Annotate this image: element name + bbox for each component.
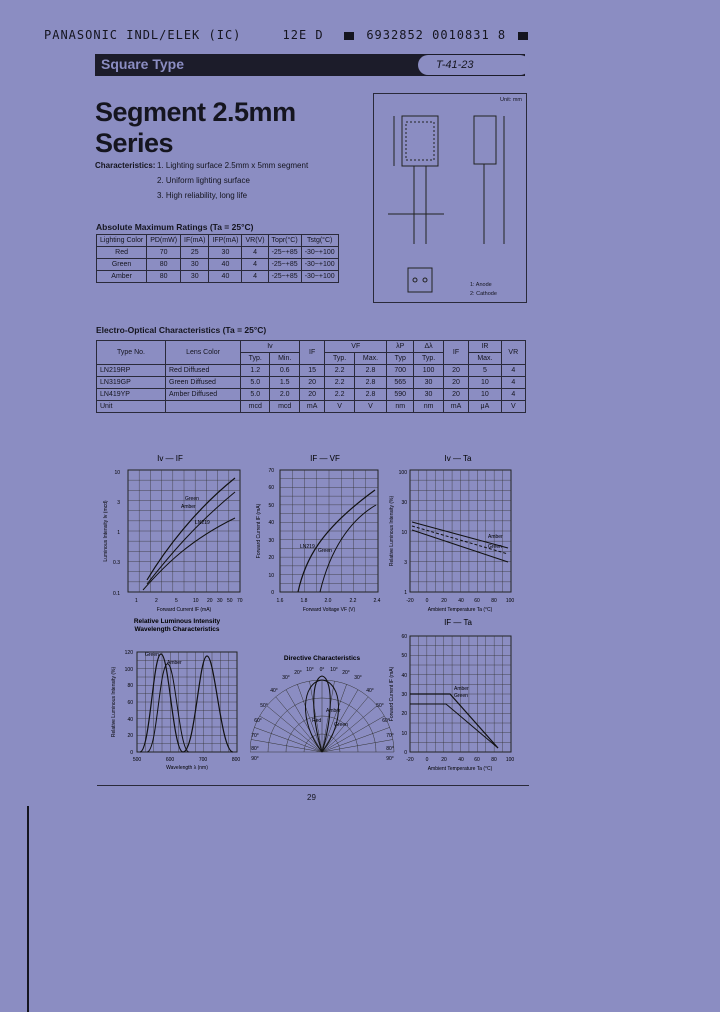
curve-green: [147, 478, 235, 580]
cell: 590: [387, 389, 414, 401]
cell: Unit: [97, 401, 166, 413]
cell: 2.2: [325, 389, 354, 401]
subheader-cell: Min.: [270, 353, 299, 365]
block-mark: [344, 32, 354, 40]
cell: Green Diffused: [166, 377, 241, 389]
y-tick: 10: [114, 470, 120, 476]
header-cell: Lens Color: [166, 341, 241, 365]
bottom-view: [408, 268, 432, 292]
abs-ratings-table: [96, 234, 339, 283]
chart-title: IF — Ta: [444, 618, 472, 627]
cell: V: [354, 401, 386, 413]
y-tick: 3: [117, 500, 120, 506]
series-label: LN219: [195, 520, 210, 526]
cell: -30~+100: [301, 271, 338, 283]
header-cell: VR: [501, 341, 525, 365]
curve-red: [410, 704, 498, 748]
cell: V: [325, 401, 354, 413]
cell: 5.0: [241, 377, 270, 389]
x-tick: 1.6: [276, 598, 284, 604]
y-axis-label: Forward Current IF (mA): [389, 666, 395, 722]
subheader-cell: Max.: [469, 353, 501, 365]
angle-label: 90°: [386, 756, 394, 762]
header-cell: Lighting Color: [97, 235, 147, 247]
x-tick: 80: [491, 757, 497, 763]
cell: 30: [414, 377, 443, 389]
cell: 565: [387, 377, 414, 389]
curve-red: [143, 518, 235, 590]
y-tick: 1: [404, 590, 407, 596]
x-tick: 80: [491, 598, 497, 604]
banner-title: Square Type: [101, 56, 184, 72]
cell: 10: [469, 389, 501, 401]
y-tick: 40: [401, 673, 407, 679]
series-label: Green: [318, 548, 332, 554]
y-tick: 20: [127, 733, 133, 739]
cell: 2.8: [354, 377, 386, 389]
scan-header: [44, 28, 532, 42]
page-number: 29: [307, 793, 316, 802]
curve-amber-green: [410, 694, 498, 748]
cell: mcd: [241, 401, 270, 413]
cell: 4: [501, 377, 525, 389]
chart-spectral: [95, 614, 245, 774]
y-tick: 10: [268, 573, 274, 579]
series-label: Amber: [488, 534, 503, 540]
x-tick: 100: [505, 757, 515, 763]
cell: 4: [242, 271, 268, 283]
chart-title: Directive Characteristics: [283, 655, 361, 662]
x-tick: 20: [441, 757, 447, 763]
angle-label: 90°: [251, 756, 259, 762]
angle-label: 60°: [254, 718, 262, 724]
series-label: Red: [312, 718, 322, 724]
cell: 40: [209, 259, 242, 271]
x-tick: 1.8: [300, 598, 308, 604]
cell: 20: [443, 365, 468, 377]
cell: Amber Diffused: [166, 389, 241, 401]
subheader-cell: Typ.: [325, 353, 354, 365]
cell: 2.0: [270, 389, 299, 401]
cell: 2.2: [325, 365, 354, 377]
x-tick: 0: [425, 757, 429, 763]
header-cell: Iv: [241, 341, 300, 353]
cell: 30: [181, 259, 209, 271]
cell: mcd: [270, 401, 299, 413]
cell: 5.0: [241, 389, 270, 401]
pin-hole: [413, 278, 417, 282]
bottom-rule: [97, 785, 529, 786]
y-tick: 30: [401, 500, 407, 506]
cell: Red Diffused: [166, 365, 241, 377]
y-tick: 30: [268, 538, 274, 544]
cell: 20: [443, 377, 468, 389]
header-cell: IFP(mA): [209, 235, 242, 247]
grid: [137, 652, 237, 752]
cell: Amber: [97, 271, 147, 283]
x-tick: 700: [198, 757, 208, 763]
characteristics-label: Characteristics:: [95, 161, 156, 170]
pin-hole: [423, 278, 427, 282]
header-cell: Topr(°C): [268, 235, 301, 247]
y-tick: 40: [127, 717, 133, 723]
x-tick: 60: [474, 598, 480, 604]
outline-drawing: [373, 93, 527, 303]
curve-red: [183, 656, 233, 752]
chart-iv-ta: [388, 450, 523, 615]
table-row: [97, 259, 339, 271]
table-row: [97, 247, 339, 259]
x-axis-label: Wavelength λ (nm): [166, 765, 208, 771]
cell: 15: [299, 365, 324, 377]
angle-label: 50°: [260, 703, 268, 709]
scan-margin-line: [27, 806, 29, 1012]
cell: V: [501, 401, 525, 413]
header-cell: Type No.: [97, 341, 166, 365]
y-axis-label: Luminous Intensity Iv (mcd): [103, 500, 109, 562]
x-tick: 2: [155, 598, 158, 604]
angle-label: 60°: [382, 718, 390, 724]
cell: [166, 401, 241, 413]
subheader-cell: Max.: [354, 353, 386, 365]
x-tick: 1: [135, 598, 138, 604]
cell: mA: [443, 401, 468, 413]
series-label: Green: [488, 544, 502, 550]
angle-label: 10°: [306, 667, 314, 673]
grid: [410, 470, 511, 592]
y-axis-label: Relative Luminous Intensity (%): [389, 495, 395, 567]
unit-label: Unit: mm: [500, 97, 522, 103]
x-tick: 100: [505, 598, 515, 604]
y-tick: 0: [130, 750, 133, 756]
angle-label: 40°: [270, 688, 278, 694]
angle-label: 40°: [366, 688, 374, 694]
header-cell: IF(mA): [181, 235, 209, 247]
cell: 2.8: [354, 389, 386, 401]
x-tick: 40: [458, 598, 464, 604]
chart-title-line1: Relative Luminous Intensity: [133, 618, 221, 625]
y-tick: 100: [398, 470, 407, 476]
angle-label: 70°: [386, 733, 394, 739]
x-tick: -20: [406, 757, 414, 763]
y-tick: 60: [127, 700, 133, 706]
cell: 20: [299, 377, 324, 389]
characteristic-item: 1. Lighting surface 2.5mm x 5mm segment: [157, 161, 309, 170]
cell: 70: [147, 247, 181, 259]
y-tick: 0.3: [113, 560, 120, 566]
angle-label: 50°: [376, 703, 384, 709]
cell: Red: [97, 247, 147, 259]
lens-outline: [406, 122, 434, 160]
y-tick: 60: [401, 634, 407, 640]
header-cell: VR(V): [242, 235, 268, 247]
x-tick: 70: [237, 598, 243, 604]
y-axis-label: Relative Luminous Intensity (%): [111, 666, 117, 738]
x-axis-label: Forward Current IF (mA): [156, 607, 212, 613]
cell: 700: [387, 365, 414, 377]
header-mid: 12E D: [282, 28, 324, 42]
cell: LN319GP: [97, 377, 166, 389]
x-tick: 800: [231, 757, 241, 763]
table-row: [97, 401, 526, 413]
header-cell: IR: [469, 341, 501, 353]
x-tick: 30: [217, 598, 223, 604]
cell: LN219RP: [97, 365, 166, 377]
y-tick: 50: [268, 503, 274, 509]
y-tick: 50: [401, 653, 407, 659]
cell: 5: [469, 365, 501, 377]
abs-ratings-title: Absolute Maximum Ratings (Ta = 25°C): [96, 222, 254, 232]
cell: 4: [501, 389, 525, 401]
cell: 4: [242, 247, 268, 259]
y-tick: 0.1: [113, 591, 120, 597]
x-tick: 60: [474, 757, 480, 763]
chart-title: IF — VF: [310, 454, 340, 463]
y-tick: 20: [401, 711, 407, 717]
page-title: [95, 97, 296, 159]
eo-table-body: [97, 365, 526, 413]
table-header-row: [97, 341, 526, 353]
y-tick: 10: [401, 731, 407, 737]
y-tick: 80: [127, 683, 133, 689]
angle-label: 0°: [319, 667, 325, 673]
cell: 0.6: [270, 365, 299, 377]
table-row: [97, 271, 339, 283]
series-label: Amber: [181, 504, 196, 510]
pin1-label: 1: Anode: [470, 282, 492, 288]
pin2-label: 2: Cathode: [470, 291, 497, 297]
led-body-side: [474, 116, 496, 164]
angle-label: 10°: [330, 667, 338, 673]
x-tick: 20: [207, 598, 213, 604]
header-cell: Δλ: [414, 341, 443, 353]
table-row: [97, 365, 526, 377]
cell: 10: [469, 377, 501, 389]
banner-code: T-41-23: [418, 55, 530, 75]
header-right: 6932852 0010831 8: [366, 28, 507, 42]
cell: Green: [97, 259, 147, 271]
cell: nm: [387, 401, 414, 413]
x-tick: 40: [458, 757, 464, 763]
y-tick: 1: [117, 530, 120, 536]
cell: -30~+100: [301, 259, 338, 271]
header-cell: VF: [325, 341, 387, 353]
x-tick: -20: [406, 598, 414, 604]
cell: 2.8: [354, 365, 386, 377]
chart-title-line2: Wavelength Characteristics: [134, 626, 220, 633]
header-cell: IF: [443, 341, 468, 365]
cell: nm: [414, 401, 443, 413]
cell: mA: [299, 401, 324, 413]
cell: 1.5: [270, 377, 299, 389]
characteristic-item: 2. Uniform lighting surface: [157, 176, 250, 185]
y-axis-label: Forward Current IF (mA): [256, 503, 262, 559]
header-left: PANASONIC INDL/ELEK (IC): [44, 28, 242, 42]
cell: 1.2: [241, 365, 270, 377]
x-tick: 20: [441, 598, 447, 604]
angle-label: 70°: [251, 733, 259, 739]
cell: 40: [209, 271, 242, 283]
x-tick: 50: [227, 598, 233, 604]
cell: LN419YP: [97, 389, 166, 401]
cell: -25~+85: [268, 247, 301, 259]
block-mark: [518, 32, 528, 40]
table-row: [97, 377, 526, 389]
angle-label: 30°: [354, 675, 362, 681]
cell: 4: [501, 365, 525, 377]
x-tick: 0: [425, 598, 429, 604]
cell: 100: [414, 365, 443, 377]
angle-label: 30°: [282, 675, 290, 681]
cell: 30: [181, 271, 209, 283]
cell: -25~+85: [268, 259, 301, 271]
header-cell: Tstg(°C): [301, 235, 338, 247]
cell: -25~+85: [268, 271, 301, 283]
y-tick: 10: [401, 530, 407, 536]
series-label: Green: [145, 652, 159, 658]
table-row: [97, 389, 526, 401]
x-tick: 2.2: [349, 598, 357, 604]
curve-red: [298, 490, 375, 592]
subheader-cell: Typ.: [414, 353, 443, 365]
led-body-front: [402, 116, 438, 166]
title-line2: Series: [95, 128, 174, 158]
angle-label: 80°: [251, 746, 259, 752]
x-axis-label: Forward Voltage VF (V): [302, 607, 356, 613]
header-cell: PD(mW): [147, 235, 181, 247]
y-tick: 30: [401, 692, 407, 698]
package-outline-svg: [374, 94, 526, 302]
x-tick: 500: [132, 757, 142, 763]
cell: 20: [299, 389, 324, 401]
series-label: Green: [185, 496, 199, 502]
cell: 80: [147, 271, 181, 283]
chart-if-vf: [250, 450, 390, 615]
series-label: LN219: [300, 544, 315, 550]
chart-iv-if: [95, 450, 245, 615]
table-header-row: [97, 235, 339, 247]
y-tick: 60: [268, 485, 274, 491]
x-tick: 5: [175, 598, 178, 604]
chart-if-ta: [388, 614, 523, 774]
angle-label: 80°: [386, 746, 394, 752]
subheader-cell: Typ: [387, 353, 414, 365]
cell: 25: [181, 247, 209, 259]
cell: -30~+100: [301, 247, 338, 259]
x-tick: 2.4: [373, 598, 381, 604]
series-label: Amber: [167, 660, 182, 666]
eo-chars-table: [96, 340, 526, 413]
title-line1: Segment 2.5mm: [95, 97, 296, 127]
series-label: Green: [454, 693, 468, 699]
chart-title: Iv — IF: [157, 454, 183, 463]
y-tick: 0: [404, 750, 407, 756]
cell: 20: [443, 389, 468, 401]
cell: 2.2: [325, 377, 354, 389]
y-tick: 120: [124, 650, 133, 656]
angle-label: 20°: [342, 670, 350, 676]
subheader-cell: Typ.: [241, 353, 270, 365]
x-axis-label: Ambient Temperature Ta (°C): [427, 607, 493, 613]
cell: 30: [209, 247, 242, 259]
y-tick: 40: [268, 520, 274, 526]
header-cell: IF: [299, 341, 324, 365]
characteristic-item: 3. High reliability, long life: [157, 191, 248, 200]
eo-chars-title: Electro-Optical Characteristics (Ta = 25°C): [96, 325, 267, 335]
cell: μA: [469, 401, 501, 413]
y-tick: 20: [268, 555, 274, 561]
header-cell: λP: [387, 341, 414, 353]
chart-directive: [250, 652, 400, 764]
cell: 30: [414, 389, 443, 401]
series-label: Amber: [326, 708, 341, 714]
angle-label: 20°: [294, 670, 302, 676]
cell: 80: [147, 259, 181, 271]
series-label: Amber: [454, 686, 469, 692]
x-axis-label: Ambient Temperature Ta (°C): [427, 766, 493, 772]
x-tick: 10: [193, 598, 199, 604]
y-tick: 3: [404, 560, 407, 566]
x-tick: 600: [165, 757, 175, 763]
y-tick: 0: [271, 590, 274, 596]
y-tick: 100: [124, 667, 133, 673]
series-label: Green: [334, 722, 348, 728]
x-tick: 2.0: [324, 598, 332, 604]
y-tick: 70: [268, 468, 274, 474]
chart-title: Iv — Ta: [444, 454, 472, 463]
cell: 4: [242, 259, 268, 271]
